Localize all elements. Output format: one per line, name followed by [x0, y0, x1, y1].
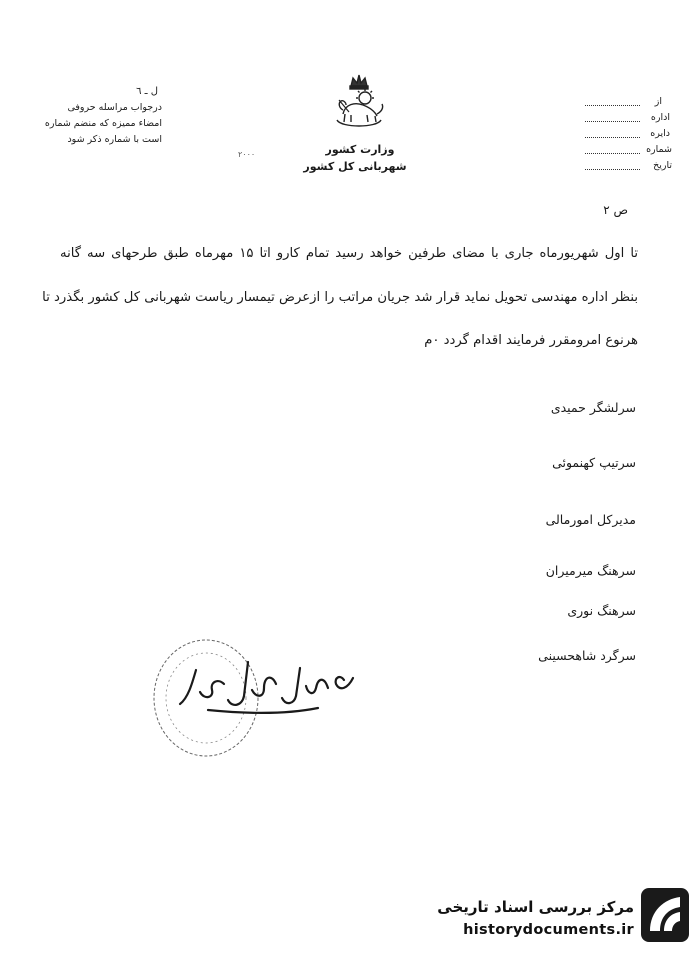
body-line-2: بنظر اداره مهندسی تحویل نماید قرار شد جریان مراتب را ازعرض تیمسار ریاست شهربانی کل کشور بگذرد تا	[42, 290, 638, 305]
lion-and-sun-emblem-icon	[327, 72, 391, 132]
signatory-4: سرهنگ میرمیران	[545, 563, 636, 578]
handwritten-certification	[168, 648, 368, 728]
field-from-line	[585, 105, 640, 106]
field-office-label: اداره	[650, 112, 670, 123]
field-office-line	[585, 121, 640, 122]
watermark-title: مرکز بررسی اسناد تاریخی	[437, 898, 634, 916]
signatory-3: مدیرکل امورمالی	[545, 512, 636, 527]
reference-code: ل ـ ٦	[136, 86, 158, 97]
watermark-url: historydocuments.ir	[463, 922, 634, 938]
signatory-5: سرهنگ نوری	[567, 603, 636, 618]
small-mark: ۲۰۰۰	[238, 150, 256, 159]
signatory-6: سرگرد شاهحسینی	[538, 648, 636, 663]
body-line-3: هرنوع امرومقرر فرمایند اقدام گردد ٠م	[424, 333, 638, 348]
reply-instruction-line-1: درجواب مراسله حروفی	[67, 102, 162, 113]
field-date-label: تاریخ	[653, 160, 672, 171]
archive-logo-icon	[640, 887, 690, 943]
field-from-label: از	[654, 96, 662, 107]
body-line-1: تا اول شهریورماه جاری با مضای طرفین خواهد رسید تمام کارو اتا ۱۵ مهرماه طبق طرحهای سه گانه	[60, 246, 639, 261]
field-division-label: دایره	[650, 128, 670, 139]
signatory-2: سرتیپ کهنموئی	[552, 455, 636, 470]
field-number-line	[585, 153, 640, 154]
reply-instruction-line-3: است با شماره ذکر شود	[67, 134, 162, 145]
field-number-label: شماره	[646, 144, 672, 155]
field-date-line	[585, 169, 640, 170]
signatory-1: سرلشگر حمیدی	[550, 400, 636, 415]
department-title: شهربانی کل کشور	[303, 160, 407, 173]
ministry-title: وزارت کشور	[325, 143, 395, 156]
reply-instruction-line-2: امضاء ممیزه که منضم شماره	[44, 118, 162, 129]
page-reference: ص ۲	[603, 203, 628, 217]
field-division-line	[585, 137, 640, 138]
